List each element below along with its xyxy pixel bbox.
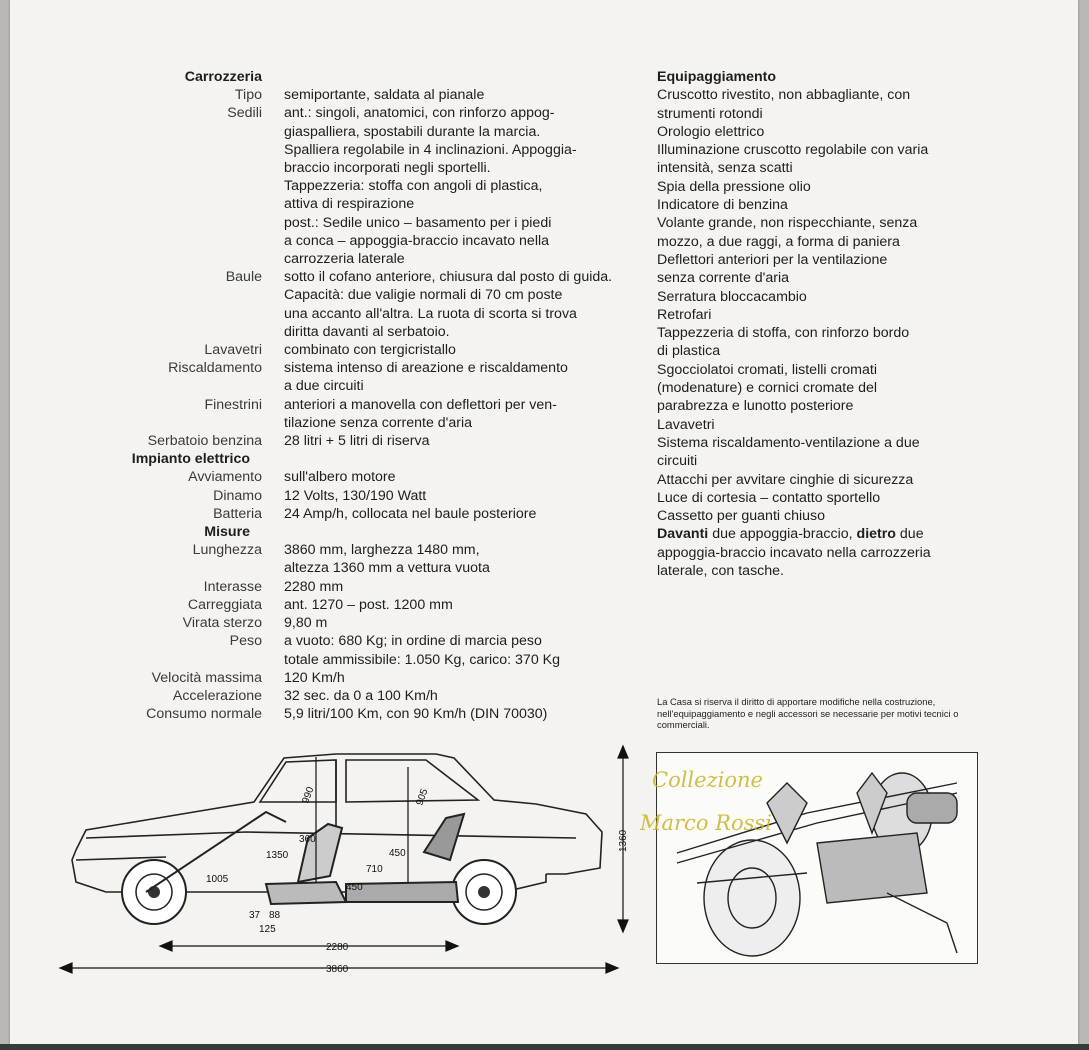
equipment-item: Retrofari xyxy=(657,306,712,323)
spec-row xyxy=(112,141,652,159)
spec-row xyxy=(112,705,652,723)
spec-value: totale ammissibile: 1.050 Kg, carico: 370 Kg xyxy=(284,651,561,668)
spec-value: carrozzeria laterale xyxy=(284,251,405,268)
spec-value: 120 Km/h xyxy=(284,669,345,686)
equipment-armrest-line xyxy=(657,525,987,543)
equipment-item: Attacchi per avvitare cinghie di sicurezza xyxy=(657,471,914,488)
spec-row xyxy=(112,414,652,432)
equipment-item: di plastica xyxy=(657,343,721,360)
spec-value: sotto il cofano anteriore, chiusura dal posto di guida. xyxy=(284,269,613,286)
spec-row xyxy=(112,505,652,523)
spec-label: Peso xyxy=(229,633,262,650)
car-dimension-diagram xyxy=(46,742,636,982)
spec-label: Tipo xyxy=(234,87,262,104)
spec-row xyxy=(112,651,652,669)
dim-seat-depth: 360 xyxy=(299,834,316,845)
spec-row xyxy=(112,323,652,341)
equipment-item: laterale, con tasche. xyxy=(657,563,784,580)
page-bottom-edge xyxy=(0,1044,1089,1050)
equipment-item: Tappezzeria di stoffa, con rinforzo bordo xyxy=(657,325,910,342)
dim-rear-legroom: 710 xyxy=(366,864,383,875)
dim-rear-headroom: 905 xyxy=(414,787,431,808)
interior-seats xyxy=(146,812,464,904)
spec-label: Serbatoio benzina xyxy=(147,433,262,450)
spec-label: Carreggiata xyxy=(187,596,262,613)
spec-row xyxy=(112,177,652,195)
dim-angle-front: 1350 xyxy=(266,850,289,861)
equipment-item: strumenti rotondi xyxy=(657,105,763,122)
spec-value xyxy=(284,450,652,468)
spec-label xyxy=(112,141,284,159)
spec-value: 32 sec. da 0 a 100 Km/h xyxy=(284,687,438,704)
spec-row xyxy=(112,159,652,177)
spec-value xyxy=(284,68,652,86)
spec-label xyxy=(112,123,284,141)
spec-row xyxy=(112,377,652,395)
spec-value: combinato con tergicristallo xyxy=(284,342,456,359)
spec-value: una accanto all'altra. La ruota di scorta si trova xyxy=(284,305,577,322)
spec-row xyxy=(112,578,652,596)
spec-label: Virata sterzo xyxy=(182,615,262,632)
dim-wheelbase: 2280 xyxy=(326,942,349,953)
spec-label: Interasse xyxy=(203,578,262,595)
spec-label: Accelerazione xyxy=(172,687,262,704)
spec-value: 3860 mm, larghezza 1480 mm, xyxy=(284,542,480,559)
equipment-item: Luce di cortesia – contatto sportello xyxy=(657,489,881,506)
spec-row xyxy=(112,104,652,122)
spec-label: Batteria xyxy=(213,505,262,522)
spec-row xyxy=(112,559,652,577)
spec-row xyxy=(112,632,652,650)
spec-value: a vuoto: 680 Kg; in ordine di marcia peso xyxy=(284,633,542,650)
spec-label xyxy=(112,159,284,177)
spec-label xyxy=(112,250,284,268)
spec-value: semiportante, saldata al pianale xyxy=(284,87,485,104)
equipment-list xyxy=(657,68,987,580)
spec-label xyxy=(112,305,284,323)
equipment-item: parabrezza e lunotto posteriore xyxy=(657,398,854,415)
spec-label: Baule xyxy=(225,269,262,286)
spec-row xyxy=(112,396,652,414)
spec-row xyxy=(112,432,652,450)
equipment-item: intensità, senza scatti xyxy=(657,160,793,177)
dim-total-length: 3860 xyxy=(326,964,349,975)
spec-label xyxy=(112,323,284,341)
equipment-item: Orologio elettrico xyxy=(657,123,765,140)
equipment-item: circuiti xyxy=(657,453,698,470)
equipment-title: Equipaggiamento xyxy=(657,69,777,85)
spec-label xyxy=(112,177,284,195)
dim-seat-height: 450 xyxy=(346,882,363,893)
spec-value: anteriori a manovella con deflettori per ven- xyxy=(284,396,557,413)
spec-label xyxy=(112,286,284,304)
spec-value: post.: Sedile unico – basamento per i piedi xyxy=(284,214,552,231)
spec-label xyxy=(112,559,284,577)
spec-value: braccio incorporati negli sportelli. xyxy=(284,160,491,177)
equipment-extra-lines xyxy=(657,544,987,581)
spec-label: Carrozzeria xyxy=(184,69,262,85)
front-label: Davanti xyxy=(657,526,709,543)
watermark-line1: Collezione xyxy=(652,768,763,792)
spec-row xyxy=(112,468,652,486)
equipment-item: senza corrente d'aria xyxy=(657,270,790,287)
spec-value: 24 Amp/h, collocata nel baule posteriore xyxy=(284,505,537,522)
spec-value: diritta davanti al serbatoio. xyxy=(284,323,450,340)
rear-label: dietro xyxy=(856,526,896,543)
spec-label: Impianto elettrico xyxy=(131,451,250,468)
specifications-list xyxy=(112,68,652,723)
equipment-item: Cassetto per guanti chiuso xyxy=(657,508,825,525)
spec-label: Lavavetri xyxy=(204,342,262,359)
spec-value: ant.: singoli, anatomici, con rinforzo appog- xyxy=(284,105,555,122)
spec-value: sull'albero motore xyxy=(284,469,396,486)
equipment-item: Sgocciolatoi cromati, listelli cromati xyxy=(657,361,877,378)
spec-label: Dinamo xyxy=(213,487,262,504)
equipment-item: Serratura bloccacambio xyxy=(657,288,807,305)
spec-value xyxy=(284,523,652,541)
dim-front-headroom: 990 xyxy=(300,785,317,806)
spec-value: Capacità: due valigie normali di 70 cm poste xyxy=(284,287,563,304)
spec-label: Finestrini xyxy=(204,396,262,413)
spec-value: ant. 1270 – post. 1200 mm xyxy=(284,596,453,613)
spec-row xyxy=(112,614,652,632)
spec-value: altezza 1360 mm a vettura vuota xyxy=(284,560,490,577)
spec-row xyxy=(112,523,652,541)
disclaimer-text: La Casa si riserva il diritto di apportare modifiche nella costruzione, nell'equipaggiamento e negli accessori se necessarie per motivi tecnici o commerciali. xyxy=(657,696,959,730)
watermark-line2: Marco Rossi xyxy=(640,811,772,835)
spec-label: Misure xyxy=(204,524,250,541)
spec-label xyxy=(112,651,284,669)
spec-value: 5,9 litri/100 Km, con 90 Km/h (DIN 70030) xyxy=(284,706,548,723)
dim-125: 125 xyxy=(259,924,276,935)
spec-row xyxy=(112,123,652,141)
spec-label: Velocità massima xyxy=(151,669,262,686)
spec-row xyxy=(112,86,652,104)
spec-label xyxy=(112,214,284,232)
equipment-item: Deflettori anteriori per la ventilazione xyxy=(657,251,888,268)
spec-value: a conca – appoggia-braccio incavato nella xyxy=(284,232,550,249)
dim-37: 37 xyxy=(249,910,261,921)
spec-row xyxy=(112,487,652,505)
spec-value: giaspalliera, spostabili durante la marcia. xyxy=(284,123,541,140)
spec-value: 9,80 m xyxy=(284,615,328,632)
spec-row xyxy=(112,541,652,559)
spec-row xyxy=(112,596,652,614)
spec-value: Spalliera regolabile in 4 inclinazioni. Appoggia- xyxy=(284,141,577,158)
spec-value: Tappezzeria: stoffa con angoli di plastica, xyxy=(284,178,543,195)
equipment-item: Cruscotto rivestito, non abbagliante, con xyxy=(657,87,911,104)
spec-label: Riscaldamento xyxy=(168,360,262,377)
spec-value: 2280 mm xyxy=(284,578,344,595)
spec-value: sistema intenso di areazione e riscaldamento xyxy=(284,360,568,377)
spec-value: attiva di respirazione xyxy=(284,196,415,213)
dim-pedal: 1005 xyxy=(206,874,229,885)
spec-row xyxy=(112,250,652,268)
rear-text: due xyxy=(895,526,924,543)
spec-row xyxy=(112,341,652,359)
equipment-item: Lavavetri xyxy=(657,416,715,433)
dim-rear-seat: 450 xyxy=(389,848,406,859)
dim-height: 1360 xyxy=(618,829,629,852)
front-text: due appoggia-braccio, xyxy=(708,526,857,543)
equipment-item: Indicatore di benzina xyxy=(657,197,788,214)
spec-label xyxy=(112,377,284,395)
spec-label: Consumo normale xyxy=(146,706,262,723)
dimension-lines xyxy=(60,746,628,973)
spec-row xyxy=(112,450,652,468)
equipment-item: Illuminazione cruscotto regolabile con varia xyxy=(657,142,929,159)
spec-label: Sedili xyxy=(227,105,262,122)
spec-row xyxy=(112,305,652,323)
spec-row xyxy=(112,669,652,687)
equipment-item: (modenature) e cornici cromate del xyxy=(657,380,878,397)
spec-label: Lunghezza xyxy=(192,542,262,559)
spec-row xyxy=(112,214,652,232)
spec-label xyxy=(112,414,284,432)
spec-label: Avviamento xyxy=(188,469,262,486)
spec-label xyxy=(112,195,284,213)
spec-label xyxy=(112,232,284,250)
spec-row xyxy=(112,286,652,304)
spec-row xyxy=(112,359,652,377)
spec-row xyxy=(112,687,652,705)
dim-88: 88 xyxy=(269,910,281,921)
equipment-item: Volante grande, non rispecchiante, senza xyxy=(657,215,918,232)
equipment-lines xyxy=(657,86,987,525)
spec-value: tilazione senza corrente d'aria xyxy=(284,414,473,431)
spec-row xyxy=(112,195,652,213)
spec-row xyxy=(112,232,652,250)
spec-row xyxy=(112,268,652,286)
equipment-item: mozzo, a due raggi, a forma di paniera xyxy=(657,233,900,250)
equipment-item: Sistema riscaldamento-ventilazione a due xyxy=(657,434,920,451)
spec-value: a due circuiti xyxy=(284,378,364,395)
spec-value: 12 Volts, 130/190 Watt xyxy=(284,487,427,504)
spec-value: 28 litri + 5 litri di riserva xyxy=(284,433,430,450)
equipment-item: appoggia-braccio incavato nella carrozzeria xyxy=(657,544,931,561)
equipment-item: Spia della pressione olio xyxy=(657,178,811,195)
spec-row xyxy=(112,68,652,86)
